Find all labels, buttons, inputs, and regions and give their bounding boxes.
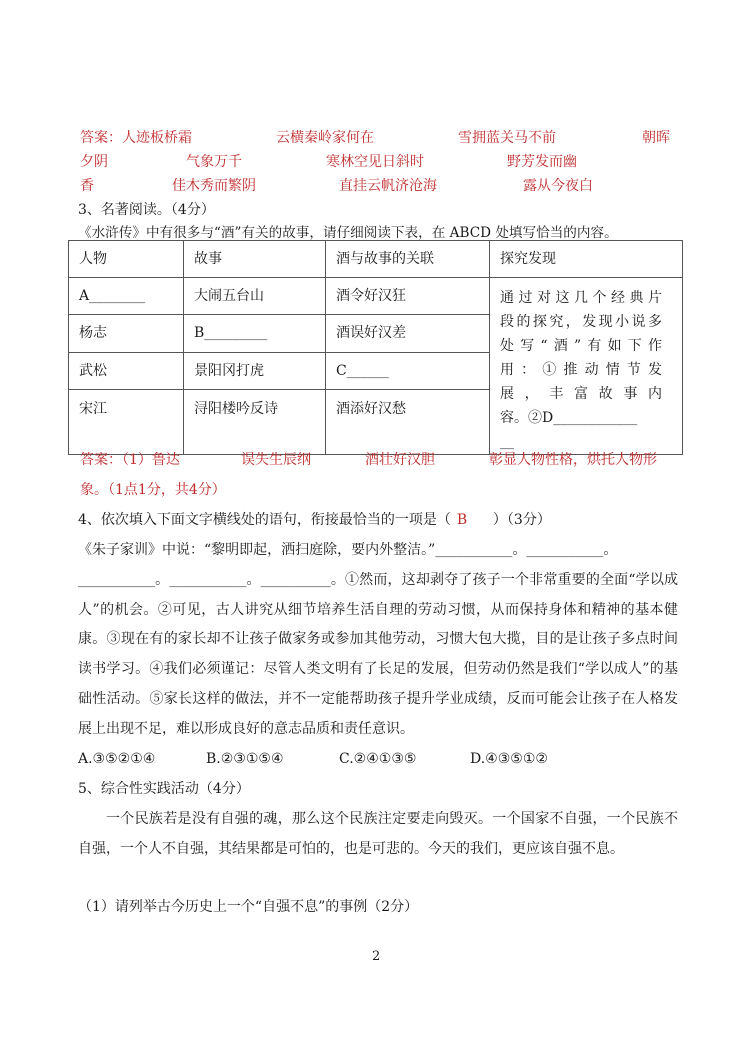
table-cell: 武松 bbox=[69, 352, 184, 389]
q5-paragraph: 一个民族若是没有自强的魂，那么这个民族注定要走向毁灭。一个国家不自强，一个民族不自强，一个人不自强，其结果都是可怕的，也是可悲的。今天的我们，更应该自强不息。 bbox=[78, 811, 678, 857]
page-number: 2 bbox=[372, 949, 381, 964]
q3-answer-line2: 象。（1点1分，共4分） bbox=[80, 482, 226, 498]
table-cell: 酒误好汉差 bbox=[326, 315, 490, 352]
table-header-cell: 探究发现 bbox=[490, 241, 683, 278]
answer-line1-item3: 雪拥蓝关马不前 bbox=[458, 130, 556, 146]
answer-line2-item4: 野芳发而幽 bbox=[507, 154, 577, 170]
table-header-row bbox=[69, 241, 683, 278]
table-cell: 景阳冈打虎 bbox=[184, 352, 326, 389]
q4-body-line1: 《朱子家训》中说：“黎明即起，洒扫庭除，要内外整洁。”___________。___________。 bbox=[78, 542, 618, 558]
answer-line3-item1: 香 bbox=[80, 178, 94, 194]
table-cell: 浔阳楼吟反诗 bbox=[184, 389, 326, 454]
table-cell-b-blank: B_________ bbox=[184, 315, 326, 352]
discovery-line: 段的探究，发现小说多 bbox=[500, 314, 662, 330]
q3-answer-item1: 答案：（1）鲁达 bbox=[80, 452, 180, 468]
q3-title: 3、名著阅读。（4分） bbox=[78, 202, 215, 218]
table-cell: 酒令好汉狂 bbox=[326, 278, 490, 315]
discovery-line: 用：①推动情节发 bbox=[500, 362, 662, 378]
q4-title-score: ）（3分） bbox=[492, 512, 551, 528]
table-header-cell: 故事 bbox=[184, 241, 326, 278]
answer-line3-item2: 佳木秀而繁阴 bbox=[172, 178, 256, 194]
q4-answer: B bbox=[456, 512, 468, 528]
q3-intro: 《水浒传》中有很多与“酒”有关的故事，请仔细阅读下表，在 ABCD 处填写恰当的内容。 bbox=[78, 225, 618, 241]
table-cell-a-blank: A________ bbox=[69, 278, 184, 315]
table-cell-discovery bbox=[490, 278, 683, 455]
discovery-line: 处写“酒”有如下作 bbox=[500, 338, 662, 354]
q4-body-text: ___________。___________。__________。①然而，这却剥夺了孩子一个非常重要的全面“学以成人”的机会。②可见，古人讲究从细节培养生活自理的劳动习惯，从而保持身体和精神的基本健康。③现在有的家长却不让孩子做家务或参加其他劳动，习惯大包大揽，目的是让孩子多点时间读书学习。④我们必须谨记：尽管人类文明有了长足的发展，但劳动仍然是我们“学以成人”的基础性活动。⑤家长这样的做法，并不一定能帮助孩子提升学业成绩，反而可能会让孩子在人格发展上出现不足，难以形成良好的意志品质和责任意识。 bbox=[78, 572, 678, 737]
q3-answer-item2: 误失生辰纲 bbox=[241, 452, 311, 468]
q4-option-a: A.③⑤②①④ bbox=[78, 751, 156, 767]
table-cell: 酒添好汉愁 bbox=[326, 389, 490, 454]
q4-option-d: D.④③⑤①② bbox=[470, 751, 548, 767]
q3-table bbox=[68, 240, 683, 455]
table-cell: 宋江 bbox=[69, 389, 184, 454]
q4-title bbox=[78, 513, 551, 527]
answer-line1-item2: 云横秦岭家何在 bbox=[276, 130, 374, 146]
table-cell: 杨志 bbox=[69, 315, 184, 352]
q3-answer-item3: 酒壮好汉胆 bbox=[365, 452, 435, 468]
q4-option-b: B.②③①⑤④ bbox=[206, 751, 284, 767]
answer-line2-item3: 寒林空见日斜时 bbox=[326, 154, 424, 170]
answer-line2-item2: 气象万千 bbox=[186, 154, 242, 170]
answer-line2-item1: 夕阴 bbox=[80, 154, 108, 170]
table-header-cell: 人物 bbox=[69, 241, 184, 278]
table-row bbox=[69, 278, 683, 315]
table-cell: 大闹五台山 bbox=[184, 278, 326, 315]
discovery-line: __ bbox=[500, 434, 514, 450]
discovery-line: 展，丰富故事内 bbox=[500, 386, 662, 402]
table-header-cell: 酒与故事的关联 bbox=[326, 241, 490, 278]
discovery-line: 通过对这几个经典片 bbox=[500, 290, 662, 306]
q4-title-text: 4、依次填入下面文字横线处的语句，衔接最恰当的一项是（ bbox=[78, 512, 451, 528]
q4-option-c: C.②④①③⑤ bbox=[339, 751, 417, 767]
q3-answer-item4: 彰显人物性格，烘托人物形 bbox=[489, 452, 657, 468]
answer-line1-item1: 答案：人迹板桥霜 bbox=[80, 130, 192, 146]
discovery-line-d-blank: 容。②D____________ bbox=[500, 410, 638, 426]
q5-subquestion-1: （1）请列举古今历史上一个“自强不息”的事例（2分） bbox=[78, 899, 419, 915]
answer-line3-item3: 直挂云帆济沧海 bbox=[339, 178, 437, 194]
table-cell-c-blank: C______ bbox=[326, 352, 490, 389]
q5-title: 5、综合性实践活动（4分） bbox=[78, 781, 250, 797]
answer-line1-item4: 朝晖 bbox=[642, 130, 670, 146]
answer-line3-item4: 露从今夜白 bbox=[523, 178, 593, 194]
